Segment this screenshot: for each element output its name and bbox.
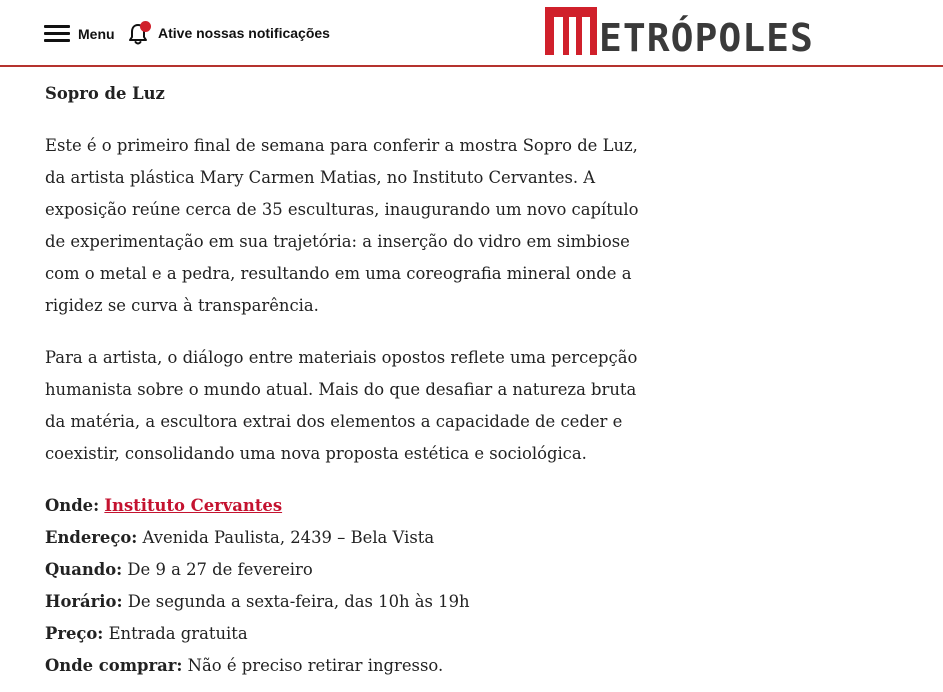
site-header <box>0 0 943 67</box>
notifications-button[interactable] <box>128 18 330 48</box>
info-label: Onde comprar: <box>45 656 183 675</box>
notifications-label: Ative nossas notificações <box>158 25 330 41</box>
info-label: Preço: <box>45 624 104 643</box>
article-paragraph: Para a artista, o diálogo entre materiais opostos reflete uma percepção humanista sobre o mundo atual. Mais do que desafiar a natureza bruta da matéria, a escultora extrai dos elementos a capacidade de ceder e coexistir, consolidando uma nova proposta estética e sociológica. <box>45 348 638 463</box>
info-value: Entrada gratuita <box>108 624 248 643</box>
article-subtitle: Sopro de Luz <box>45 84 165 103</box>
menu-label: Menu <box>78 26 115 42</box>
menu-button[interactable] <box>44 20 115 48</box>
info-value: Não é preciso retirar ingresso. <box>187 656 444 675</box>
venue-link[interactable]: Instituto Cervantes <box>104 496 283 515</box>
info-label: Quando: <box>45 560 123 579</box>
info-row-where <box>45 490 655 522</box>
info-row-when <box>45 554 655 586</box>
event-info <box>45 490 655 682</box>
info-row-hours <box>45 586 655 618</box>
hamburger-icon <box>44 25 70 43</box>
logo-text: ETRÓPOLES <box>599 16 814 60</box>
info-value: De segunda a sexta-feira, das 10h às 19h <box>127 592 470 611</box>
info-row-price <box>45 618 655 650</box>
article-paragraph: Este é o primeiro final de semana para conferir a mostra Sopro de Luz, da artista plástica Mary Carmen Matias, no Instituto Cervantes. A exposição reúne cerca de 35 esculturas, inaugurando um novo capítulo de experimentação em sua trajetória: a inserção do vidro em simbiose com o metal e a pedra, resultando em uma coreografia mineral onde a rigidez se curva à transparência. <box>45 136 639 315</box>
article-body <box>45 78 655 682</box>
info-value: De 9 a 27 de fevereiro <box>127 560 313 579</box>
metropoles-logo[interactable] <box>545 5 814 60</box>
info-row-address <box>45 522 655 554</box>
bell-icon <box>128 21 150 45</box>
info-value: Avenida Paulista, 2439 – Bela Vista <box>142 528 435 547</box>
info-label: Onde: <box>45 496 100 515</box>
info-label: Endereço: <box>45 528 138 547</box>
info-label: Horário: <box>45 592 123 611</box>
logo-m-mark <box>545 7 597 55</box>
info-row-buy <box>45 650 655 682</box>
notification-dot <box>140 21 151 32</box>
